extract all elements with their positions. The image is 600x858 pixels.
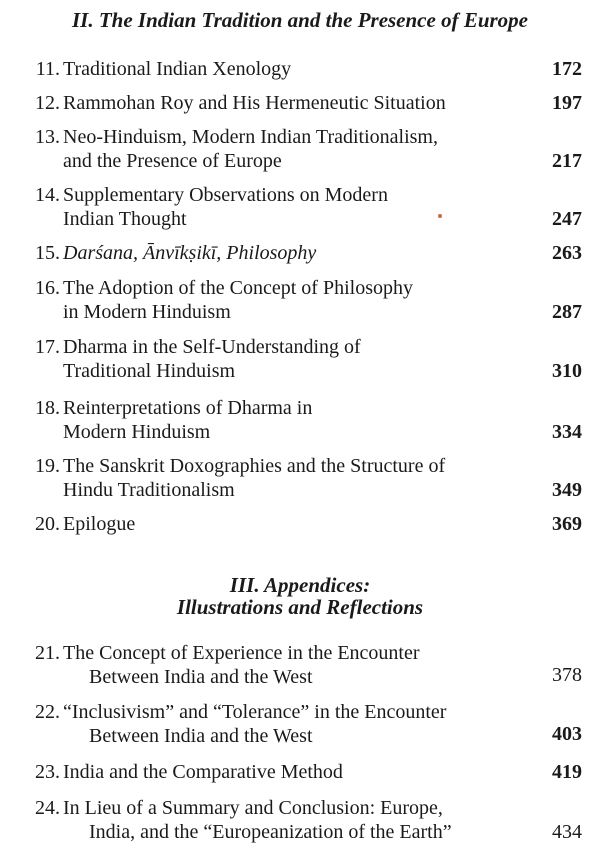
entry-number: 11. <box>35 58 60 80</box>
entry-title-line: India and the Comparative Method <box>63 761 343 783</box>
entry-title <box>63 700 523 748</box>
entry-title-line: Modern Hinduism <box>63 421 211 443</box>
entry-title <box>63 183 523 231</box>
entry-page-number: 434 <box>552 821 582 843</box>
entry-title <box>63 57 523 81</box>
entry-title-line: in Modern Hinduism <box>63 301 231 323</box>
entry-title <box>63 796 523 844</box>
entry-title-line: Epilogue <box>63 513 136 535</box>
entry-page-number: 378 <box>552 664 582 686</box>
entry-title <box>63 641 523 689</box>
entry-number: 14. <box>35 184 60 206</box>
entry-page-number: 263 <box>552 242 582 264</box>
entry-page-number: 217 <box>552 150 582 172</box>
entry-number: 18. <box>35 397 60 419</box>
stray-ink-mark <box>438 214 442 218</box>
entry-title-line: “Inclusivism” and “Tolerance” in the Encounter <box>63 701 447 723</box>
entry-title <box>63 454 523 502</box>
entry-title-line: Traditional Hinduism <box>63 360 236 382</box>
entry-title-line: Dharma in the Self-Understanding of <box>63 336 361 358</box>
entry-number: 20. <box>35 513 60 535</box>
entry-number: 17. <box>35 336 60 358</box>
section-heading-3-line-2: Illustrations and Reflections <box>176 595 424 619</box>
entry-title-line: Supplementary Observations on Modern <box>63 184 388 206</box>
entry-page-number: 334 <box>552 421 582 443</box>
entry-number: 24. <box>35 797 60 819</box>
entry-page-number: 403 <box>552 723 582 745</box>
entry-title-line: Between India and the West <box>89 666 313 688</box>
entry-title-line: The Concept of Experience in the Encounter <box>63 642 420 664</box>
entry-title-line: Neo-Hinduism, Modern Indian Traditionalism, <box>63 126 438 148</box>
entry-number: 22. <box>35 701 60 723</box>
entry-title <box>63 91 523 115</box>
entry-page-number: 419 <box>552 761 582 783</box>
entry-title-line: Reinterpretations of Dharma in <box>63 397 313 419</box>
entry-title <box>63 512 523 536</box>
entry-title <box>63 125 523 173</box>
entry-page-number: 197 <box>552 92 582 114</box>
entry-title <box>63 241 523 265</box>
entry-page-number: 310 <box>552 360 582 382</box>
entry-number: 12. <box>35 92 60 114</box>
entry-title-line: Between India and the West <box>89 725 313 747</box>
entry-title-line: Hindu Traditionalism <box>63 479 235 501</box>
entry-title-line: India, and the “Europeanization of the Earth” <box>89 821 452 843</box>
entry-number: 15. <box>35 242 60 264</box>
entry-title-line: Rammohan Roy and His Hermeneutic Situation <box>63 92 446 114</box>
entry-title-line: Traditional Indian Xenology <box>63 58 292 80</box>
entry-page-number: 369 <box>552 513 582 535</box>
entry-page-number: 287 <box>552 301 582 323</box>
entry-title <box>63 335 523 383</box>
entry-title <box>63 276 523 324</box>
entry-title <box>63 396 523 444</box>
entry-title-line: Darśana, Ānvīkṣikī, Philosophy <box>63 242 317 264</box>
entry-number: 19. <box>35 455 60 477</box>
entry-title <box>63 760 523 784</box>
entry-title-line: In Lieu of a Summary and Conclusion: Europe, <box>63 797 443 819</box>
entry-page-number: 172 <box>552 58 582 80</box>
entry-number: 16. <box>35 277 60 299</box>
entry-title-line: and the Presence of Europe <box>63 150 282 172</box>
entry-page-number: 349 <box>552 479 582 501</box>
entry-number: 21. <box>35 642 60 664</box>
entry-title-line: The Sanskrit Doxographies and the Structure of <box>63 455 446 477</box>
entry-number: 23. <box>35 761 60 783</box>
section-heading-3-line-1: III. Appendices: <box>229 573 371 597</box>
entry-page-number: 247 <box>552 208 582 230</box>
entry-number: 13. <box>35 126 60 148</box>
entry-title-line: Indian Thought <box>63 208 187 230</box>
entry-title-line: The Adoption of the Concept of Philosophy <box>63 277 413 299</box>
section-heading-2: II. The Indian Tradition and the Presence of Europe <box>71 8 528 32</box>
